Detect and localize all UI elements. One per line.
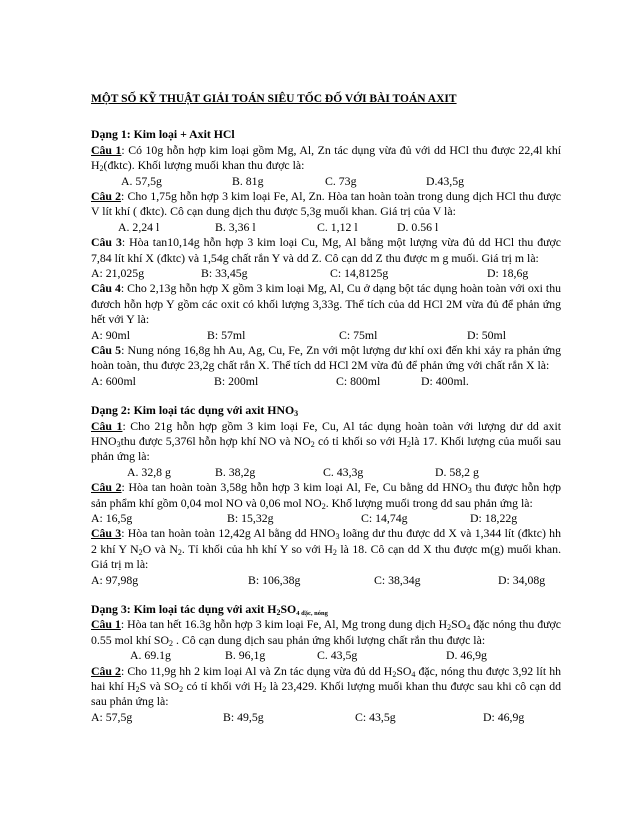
options-2-3: [91, 573, 561, 588]
options-1-5: [91, 374, 561, 389]
option-d: D: 18,22g: [470, 511, 518, 526]
section-heading-2: Dạng 2: Kim loại tác dụng với axit $HNO_3$: [91, 403, 299, 419]
question-label: Câu 1: [91, 418, 123, 433]
options-2-2: [91, 511, 561, 526]
option-a: A: 16,5g: [91, 511, 133, 526]
option-d: D: 46,9g: [483, 709, 525, 724]
option-c: C: 800ml: [336, 373, 381, 388]
option-d: D: 50ml: [467, 327, 506, 342]
options-1-1: [91, 174, 561, 189]
question-label: Câu 3: [91, 235, 122, 250]
options-3-2: [91, 710, 561, 725]
option-b: B: 33,45g: [201, 266, 248, 281]
option-c: C: 38,34g: [374, 572, 421, 587]
option-c: C. 43,5g: [317, 648, 358, 663]
question-1-1: Câu 1: Có 10g hỗn hợp kim loại gồm Mg, Al, Zn tác dụng vừa đủ với dd HCl thu được 22,4l khí $H_2(đktc)$. Khối lượng muối khan thu được là:: [91, 142, 562, 174]
option-a: A: 90ml: [91, 327, 130, 342]
option-b: B. 38,2g: [215, 464, 256, 479]
document-title: MỘT SỐ KỸ THUẬT GIẢI TOÁN SIÊU TỐC ĐỐ VỚI BÀI TOÁN AXIT: [91, 93, 457, 105]
option-a: A. 69.1g: [130, 648, 171, 663]
option-b: B. 81g: [232, 173, 264, 188]
question-1-3: Câu 3: Hòa tan10,14g hỗn hợp 3 kim loại Cu, Mg, Al bằng một lượng vừa đủ dd HCl thu được 7,84 lít khí X (đktc) và 1,54g chất rắn Y và dd Z. Cô cạn dd Z thu được m g muối. Giá trị m là:: [91, 235, 561, 265]
question-label: Câu 1: [91, 617, 121, 632]
option-d: D.43,5g: [426, 173, 465, 188]
option-b: B: 57ml: [207, 327, 246, 342]
option-d: D. 46,9g: [446, 648, 487, 663]
question-label: Câu 1: [91, 142, 122, 157]
options-1-4: [91, 328, 561, 343]
option-d: D. 58,2 g: [435, 464, 479, 479]
option-a: A. 2,24 l: [118, 219, 160, 234]
option-c: C: 43,5g: [355, 709, 396, 724]
options-1-2: [91, 220, 561, 235]
option-a: A: 600ml: [91, 373, 136, 388]
question-label: Câu 2: [91, 663, 121, 678]
options-2-1: [91, 465, 561, 480]
options-1-3: [91, 266, 561, 281]
option-b: B. 3,36 l: [215, 219, 256, 234]
question-2-2: Câu 2: Hòa tan hoàn toàn 3,58g hỗn hợp 3 kim loại Al, Fe, Cu bằng dd $HNO_3$ thu được hỗn hợp sản phẩm khí gồm 0,04 mol NO và 0,06 mol $NO_2$. Khố lượng muối trong dd sau phản ứng là:: [91, 480, 562, 511]
option-c: C: 14,74g: [361, 511, 408, 526]
option-d: D: 400ml.: [421, 373, 469, 388]
option-c: C: 14,8125g: [330, 266, 389, 281]
option-d: D: 18,6g: [487, 266, 529, 281]
option-a: A: 21,025g: [91, 266, 145, 281]
document-page: [91, 92, 561, 725]
option-b: B: 200ml: [214, 373, 259, 388]
question-2-1: Câu 1: Cho 21g hỗn hợp gồm 3 kim loại Fe, Cu, Al tác dụng hoàn toàn với lượng dư dd axit $HNO_3thu$ được 5,376l hỗn hợp khí NO và $NO_2$ có tỉ khối so với $H_2là$ 17. Khối lượng của muối sau phản ứng là:: [91, 418, 561, 464]
question-1-5: Câu 5: Nung nóng 16,8g hh Au, Ag, Cu, Fe, Zn với một lượng dư khí oxi đến khi xảy ra phản ứng hoàn toàn, thu được 23,2g chất rắn X. Thể tích dd HCl 2M vừa đủ để phản ứng với chất rắn X là:: [91, 343, 561, 373]
option-c: C. 73g: [325, 173, 357, 188]
option-a: A: 57,5g: [91, 709, 133, 724]
question-label: Câu 2: [91, 189, 122, 204]
question-3-2: Câu 2: Cho 11,9g hh 2 kim loại Al và Zn tác dụng vừa đủ dd $H_2SO_4$ đặc, nóng thu được 3,92 lít hh hai khí $H_2S$ và $SO_2$ có tỉ khối với $H_2$ là 23,429. Khối lượng muối khan thu được sau khi cô cạn dd sau phản ứng là:: [91, 663, 561, 709]
option-a: A: 97,98g: [91, 572, 139, 587]
option-a: A. 57,5g: [121, 173, 162, 188]
question-label: Câu 5: [91, 343, 122, 358]
option-d: D. 0.56 l: [397, 219, 439, 234]
option-a: A. 32,8 g: [127, 464, 171, 479]
question-2-3: Câu 3: Hòa tan hoàn toàn 12,42g Al bằng dd $HNO_3$ loãng dư thu được dd X và 1,344 lít (đktc) hh 2 khí Y $N_2O$ và $N_2$. Tỉ khối của hh khí Y so với $H_2$ là 18. Cô cạn dd X thu được m(g) muối khan. Giá trị m là:: [91, 526, 562, 572]
option-b: B. 96,1g: [225, 648, 266, 663]
question-label: Câu 3: [91, 526, 122, 541]
option-b: B: 106,38g: [248, 572, 301, 587]
question-3-1: Câu 1: Hòa tan hết 16.3g hỗn hợp 3 kim loại Fe, Al, Mg trong dung dịch $H_2SO_4$ đặc nóng thu được 0.55 mol khí $SO_2$ . Cô cạn dung dịch sau phản ứng khối lượng chất rắn thu được là:: [91, 617, 562, 648]
section-heading-3: Dạng 3: Kim loại tác dụng với axit $H_2SO_{4 đặc, nóng}$: [91, 602, 328, 618]
option-d: D: 34,08g: [498, 572, 546, 587]
section-heading-1: Dạng 1: Kim loại + Axit HCl: [91, 127, 235, 142]
option-c: C. 1,12 l: [317, 219, 358, 234]
option-c: C: 75ml: [339, 327, 378, 342]
option-b: B: 15,32g: [227, 511, 274, 526]
question-label: Câu 2: [91, 480, 122, 495]
question-label: Câu 4: [91, 281, 121, 296]
option-c: C. 43,3g: [323, 464, 364, 479]
option-b: B: 49,5g: [223, 709, 264, 724]
options-3-1: [91, 648, 561, 663]
question-1-4: Câu 4: Cho 2,13g hỗn hợp X gồm 3 kim loại Mg, Al, Cu ở dạng bột tác dụng hoàn toàn với oxi thu đươch hỗn hợp Y gồm các oxit có khối lượng 3,33g. Thể tích của dd HCl 2M vừa đủ để phản ứng hết với Y là:: [91, 281, 561, 327]
question-1-2: Câu 2: Cho 1,75g hỗn hợp 3 kim loại Fe, Al, Zn. Hòa tan hoàn toàn trong dung dịch HCl thu được V lít khí ( đktc). Cô cạn dung dịch thu được 5,3g muối khan. Giá trị của V là:: [91, 189, 562, 219]
